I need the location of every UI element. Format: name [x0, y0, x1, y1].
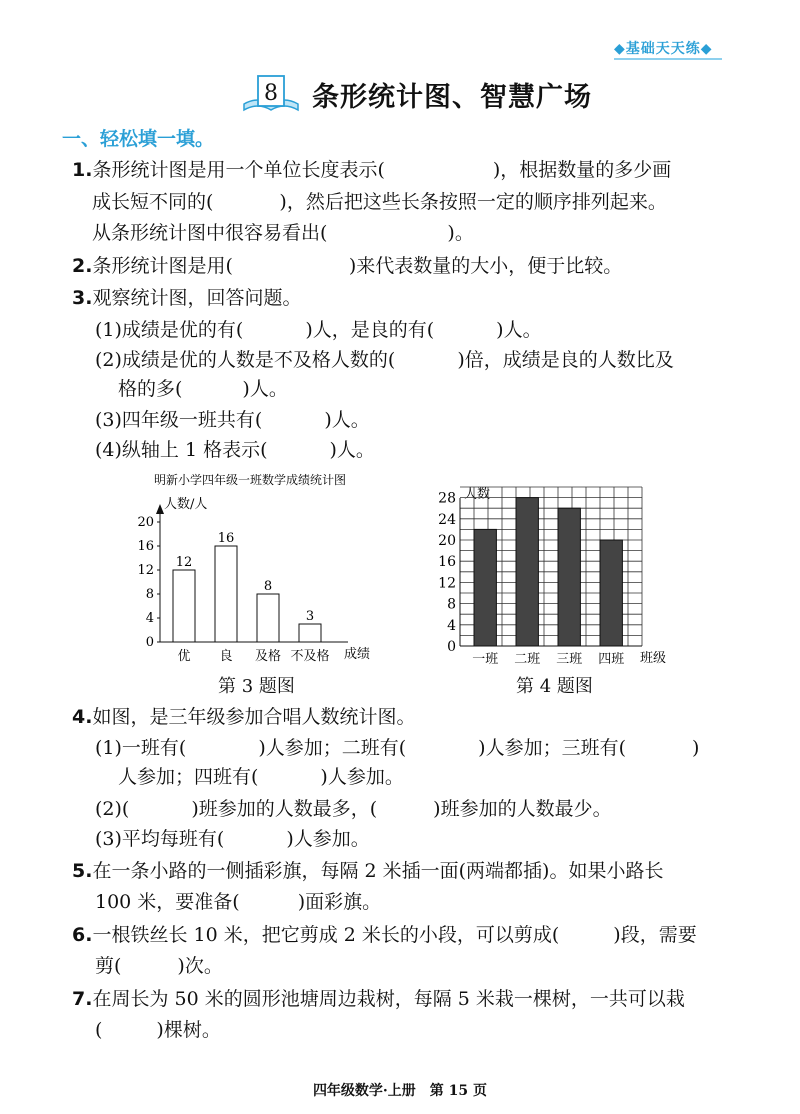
chart-4-ytick-label: 0 — [447, 639, 456, 655]
q4-s1-a: (1)一班有( — [95, 737, 187, 759]
q4-s2-a: (2)( — [95, 798, 130, 820]
chart-3-ytick-label: 8 — [145, 587, 154, 602]
chart-4-ytick-label: 20 — [438, 533, 456, 549]
chart-3-bar — [215, 546, 237, 642]
chart-3-ytick-label: 0 — [145, 635, 154, 650]
chart-4-ytick-label: 12 — [438, 575, 456, 592]
q1-text-a: 条形统计图是用一个单位长度表示( — [92, 159, 385, 181]
chart-4-bar — [558, 508, 580, 646]
chart-3-bar — [173, 570, 195, 642]
q7-text-2a: ( — [95, 1019, 103, 1041]
q1-line-3 — [92, 220, 474, 246]
q3-s3-a: (3)四年级一班共有( — [95, 409, 263, 431]
q3-s1-a: (1)成绩是优的有( — [95, 319, 244, 341]
q3-s2-c: 格的多( — [118, 378, 183, 400]
q4-s2-b: )班参加的人数最多，( — [191, 798, 378, 820]
chart-4-category-label: 三班 — [556, 652, 583, 667]
q1-number: 1. — [72, 159, 93, 181]
q6-text-1b: )段，需要 — [613, 924, 697, 946]
chart-4-bar — [474, 529, 496, 646]
chart-3-bar — [257, 594, 279, 642]
chart-3-category-label: 优 — [177, 649, 191, 664]
q5-line-1 — [72, 858, 663, 884]
q2-text-b: )来代表数量的大小，便于比较。 — [348, 255, 623, 277]
chart-4-ytick-label: 8 — [447, 596, 456, 613]
chart-3-data-label: 12 — [175, 555, 193, 570]
q5-line-2 — [95, 889, 381, 915]
chart-3-ytick-label: 12 — [137, 563, 154, 578]
q6-line-1 — [72, 922, 697, 948]
q7-line-1 — [72, 986, 685, 1012]
q4-s3-b: )人参加。 — [286, 828, 370, 850]
q5-text-1: 在一条小路的一侧插彩旗，每隔 2 米插一面(两端都插)。如果小路长 — [92, 860, 664, 882]
q3-number: 3. — [72, 287, 93, 309]
q3-s2-d: )人。 — [242, 378, 288, 400]
q2-line — [72, 253, 622, 279]
chart-3-data-label: 3 — [305, 609, 315, 624]
chart-4-category-label: 二班 — [514, 652, 541, 667]
q4-s1-c: )人参加；三班有( — [478, 737, 626, 759]
q3-sub-1 — [95, 317, 542, 343]
chart-3-y-arrow — [156, 504, 164, 514]
page-footer: 四年级数学·上册 第 15 页 — [312, 1083, 488, 1099]
q4-s1-b: )人参加；二班有( — [258, 737, 407, 759]
chart-4-ytick-label: 24 — [438, 511, 456, 528]
q1-text-d: )，然后把这些长条按照一定的顺序排列起来。 — [279, 191, 667, 213]
header-tag: ◆基础天天练◆ — [614, 41, 713, 57]
q3-s1-b: )人，是良的有( — [305, 319, 435, 341]
chart-3-data-label: 8 — [263, 579, 273, 594]
title-text: 条形统计图、智慧广场 — [312, 81, 592, 113]
chart-3-ytick-label: 20 — [137, 515, 154, 530]
q4-s3-a: (3)平均每班有( — [95, 828, 225, 850]
chart-3-bar — [299, 624, 321, 642]
q6-text-2a: 剪( — [95, 955, 122, 977]
q5-number: 5. — [72, 860, 93, 882]
q2-number: 2. — [72, 255, 93, 277]
q5-text-2b: )面彩旗。 — [297, 891, 382, 913]
chart-3-ytick-label: 4 — [145, 611, 154, 626]
chart-4-svg — [418, 482, 680, 668]
q6-number: 6. — [72, 924, 93, 946]
chart-4-ytick-label: 16 — [438, 554, 456, 571]
chart-3-category-label: 不及格 — [290, 649, 330, 664]
chart-3-xlabel: 成绩 — [344, 647, 371, 662]
q1-text-f: )。 — [447, 222, 474, 244]
lesson-number: 8 — [264, 81, 278, 106]
q1-text-c: 成长短不同的( — [92, 191, 214, 213]
page-title — [240, 72, 592, 116]
q3-s3-b: )人。 — [324, 409, 370, 431]
q6-text-1a: 一根铁丝长 10 米，把它剪成 2 米长的小段，可以剪成( — [92, 924, 560, 946]
q4-s1-f: )人参加。 — [320, 766, 404, 788]
q7-text-2b: )棵树。 — [156, 1019, 221, 1041]
q1-text-b: )，根据数量的多少画 — [492, 159, 672, 181]
q4-sub-2 — [95, 796, 612, 822]
chart-3-ylabel: 人数/人 — [164, 497, 208, 512]
q3-s4-b: )人。 — [329, 439, 375, 461]
q2-text-a: 条形统计图是用( — [92, 255, 233, 277]
q4-sub-1-cont — [118, 764, 404, 790]
chart-3-category-label: 及格 — [254, 649, 282, 664]
q3-s4-a: (4)纵轴上 1 格表示( — [95, 439, 268, 461]
chart-4-ylabel: 人数 — [464, 487, 491, 502]
q3-s2-a: (2)成绩是优的人数是不及格人数的( — [95, 349, 396, 371]
q6-line-2 — [95, 953, 223, 979]
chart-4-caption: 第 4 题图 — [516, 676, 593, 697]
q3-s1-c: )人。 — [496, 319, 542, 341]
q4-s2-c: )班参加的人数最少。 — [433, 798, 612, 820]
q7-line-2 — [95, 1017, 221, 1043]
q3-line — [72, 285, 301, 311]
chart-3-title: 明新小学四年级一班数学成绩统计图 — [153, 473, 347, 487]
chart-4-bar — [516, 498, 538, 646]
q3-sub-4 — [95, 437, 375, 463]
q3-sub-3 — [95, 407, 370, 433]
q3-text: 观察统计图，回答问题。 — [92, 287, 302, 309]
q4-s1-d: ) — [691, 737, 700, 759]
q4-line — [72, 704, 415, 730]
chart-3-caption: 第 3 题图 — [218, 676, 295, 697]
q3-sub-2-cont — [118, 376, 288, 402]
section-heading: 一、轻松填一填。 — [62, 128, 215, 150]
q5-text-2a: 100 米，要准备( — [95, 891, 240, 913]
open-book-icon — [240, 74, 302, 114]
chart-4-bar — [600, 540, 622, 646]
q1-line-2 — [92, 189, 667, 215]
chart-4-category-label: 一班 — [472, 652, 499, 667]
q4-sub-1 — [95, 735, 699, 761]
chart-3-svg — [120, 466, 390, 666]
chart-3-category-label: 良 — [219, 649, 233, 664]
chart-4-xlabel: 班级 — [640, 651, 667, 666]
chart-3-ytick-label: 16 — [137, 539, 154, 554]
chart-3-data-label: 16 — [217, 531, 235, 546]
chart-4-category-label: 四班 — [598, 652, 625, 667]
q7-number: 7. — [72, 988, 93, 1010]
q4-s1-e: 人参加；四班有( — [118, 766, 259, 788]
q4-text: 如图，是三年级参加合唱人数统计图。 — [92, 706, 416, 728]
q4-sub-3 — [95, 826, 370, 852]
chart-4-ytick-label: 28 — [438, 490, 456, 507]
header-tag-underline — [614, 58, 722, 60]
q4-number: 4. — [72, 706, 93, 728]
q7-text-1: 在周长为 50 米的圆形池塘周边栽树，每隔 5 米栽一棵树，一共可以栽 — [92, 988, 685, 1010]
q6-text-2b: )次。 — [177, 955, 223, 977]
q1-line-1 — [72, 157, 671, 183]
q3-sub-2 — [95, 347, 674, 373]
chart-4-ytick-label: 4 — [447, 617, 456, 634]
q3-s2-b: )倍，成绩是良的人数比及 — [457, 349, 674, 371]
q1-text-e: 从条形统计图中很容易看出( — [92, 222, 328, 244]
